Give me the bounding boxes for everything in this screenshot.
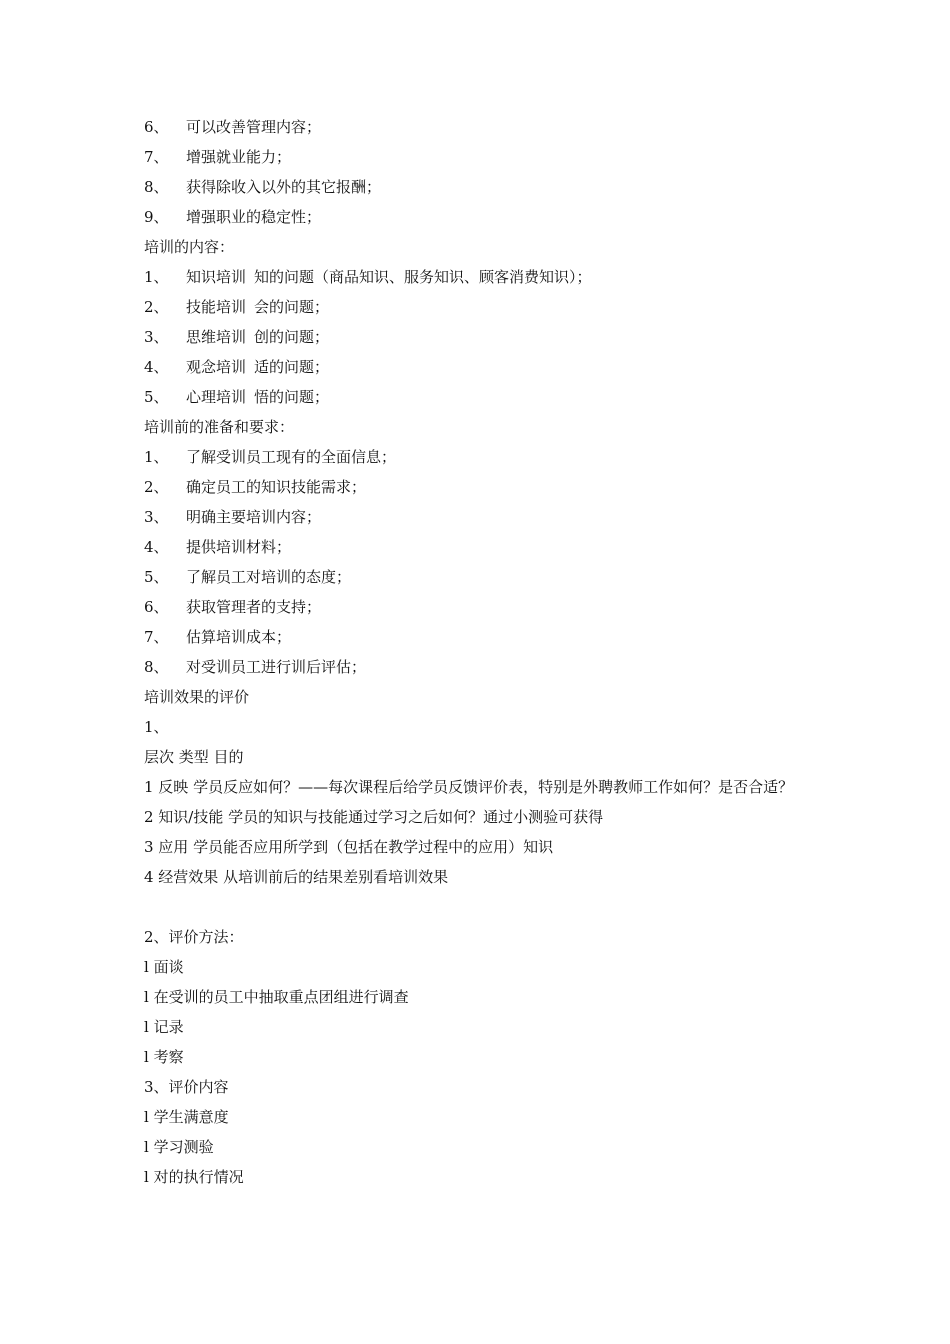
section-heading-evaluation: 培训效果的评价 [144, 688, 250, 706]
list-item [144, 622, 814, 652]
item-type: 知识培训 [186, 268, 247, 286]
item-text: 增强就业能力； [186, 148, 292, 166]
item-number: 8、 [144, 178, 169, 196]
item-number: 3、 [144, 328, 169, 346]
levels-row: 2 知识/技能 学员的知识与技能通过学习之后如何？通过小测验可获得 [144, 808, 604, 826]
list-item [144, 472, 814, 502]
levels-row: 4 经营效果 从培训前后的结果差别看培训效果 [144, 868, 449, 886]
section-heading-content: 培训的内容： [144, 238, 235, 256]
list-item [144, 502, 814, 532]
list-item [144, 652, 814, 682]
list-item [144, 322, 814, 352]
item-number: 3、 [144, 508, 169, 526]
blank-line [144, 892, 814, 922]
item-text: 对受训员工进行训后评估； [186, 658, 367, 676]
item-text: 可以改善管理内容； [186, 118, 322, 136]
bullet-item: l 记录 [144, 1018, 184, 1036]
item-number: 1、 [144, 448, 169, 466]
levels-table-header: 层次 类型 目的 [144, 748, 244, 766]
list-item [144, 172, 814, 202]
item-number: 1、 [144, 268, 169, 286]
document-body [144, 112, 814, 1192]
item-number: 8、 [144, 658, 169, 676]
list-item [144, 262, 814, 292]
section-heading-preparation: 培训前的准备和要求： [144, 418, 295, 436]
list-item [144, 532, 814, 562]
item-text: 确定员工的知识技能需求； [186, 478, 367, 496]
levels-row: 1 反映 学员反应如何？——每次课程后给学员反馈评价表，特别是外聘教师工作如何？是否合适？ [144, 778, 794, 796]
item-text: 获得除收入以外的其它报酬； [186, 178, 382, 196]
list-item [144, 202, 814, 232]
item-number: 5、 [144, 568, 169, 586]
list-item [144, 382, 814, 412]
item-number: 7、 [144, 628, 169, 646]
list-item [144, 292, 814, 322]
item-type: 观念培训 [186, 358, 247, 376]
item-type: 思维培训 [186, 328, 247, 346]
bullet-item: l 学生满意度 [144, 1108, 229, 1126]
item-desc: 知的问题（商品知识、服务知识、顾客消费知识）； [254, 268, 592, 286]
section-heading-eval-content: 3、评价内容 [144, 1078, 229, 1096]
bullet-item: l 在受训的员工中抽取重点团组进行调查 [144, 988, 409, 1006]
item-number: 6、 [144, 118, 169, 136]
item-number: 5、 [144, 388, 169, 406]
item-text: 获取管理者的支持； [186, 598, 322, 616]
item-number: 4、 [144, 538, 169, 556]
list-item [144, 352, 814, 382]
item-text: 了解受训员工现有的全面信息； [186, 448, 397, 466]
item-text: 了解员工对培训的态度； [186, 568, 352, 586]
bullet-item: l 对的执行情况 [144, 1168, 244, 1186]
list-item [144, 142, 814, 172]
item-text: 估算培训成本； [186, 628, 292, 646]
bullet-item: l 面谈 [144, 958, 184, 976]
bullet-item: l 考察 [144, 1048, 184, 1066]
subsection-number: 1、 [144, 718, 169, 736]
levels-row: 3 应用 学员能否应用所学到（包括在教学过程中的应用）知识 [144, 838, 554, 856]
item-desc: 创的问题； [254, 328, 330, 346]
item-text: 增强职业的稳定性； [186, 208, 322, 226]
item-text: 明确主要培训内容； [186, 508, 322, 526]
item-desc: 适的问题； [254, 358, 330, 376]
section-heading-methods: 2、评价方法： [144, 928, 244, 946]
item-number: 4、 [144, 358, 169, 376]
list-item [144, 442, 814, 472]
list-item [144, 592, 814, 622]
list-item [144, 112, 814, 142]
item-number: 6、 [144, 598, 169, 616]
item-type: 技能培训 [186, 298, 247, 316]
item-desc: 悟的问题； [254, 388, 330, 406]
list-item [144, 562, 814, 592]
item-number: 9、 [144, 208, 169, 226]
item-desc: 会的问题； [254, 298, 330, 316]
item-type: 心理培训 [186, 388, 247, 406]
bullet-item: l 学习测验 [144, 1138, 214, 1156]
item-text: 提供培训材料； [186, 538, 292, 556]
item-number: 7、 [144, 148, 169, 166]
item-number: 2、 [144, 478, 169, 496]
item-number: 2、 [144, 298, 169, 316]
